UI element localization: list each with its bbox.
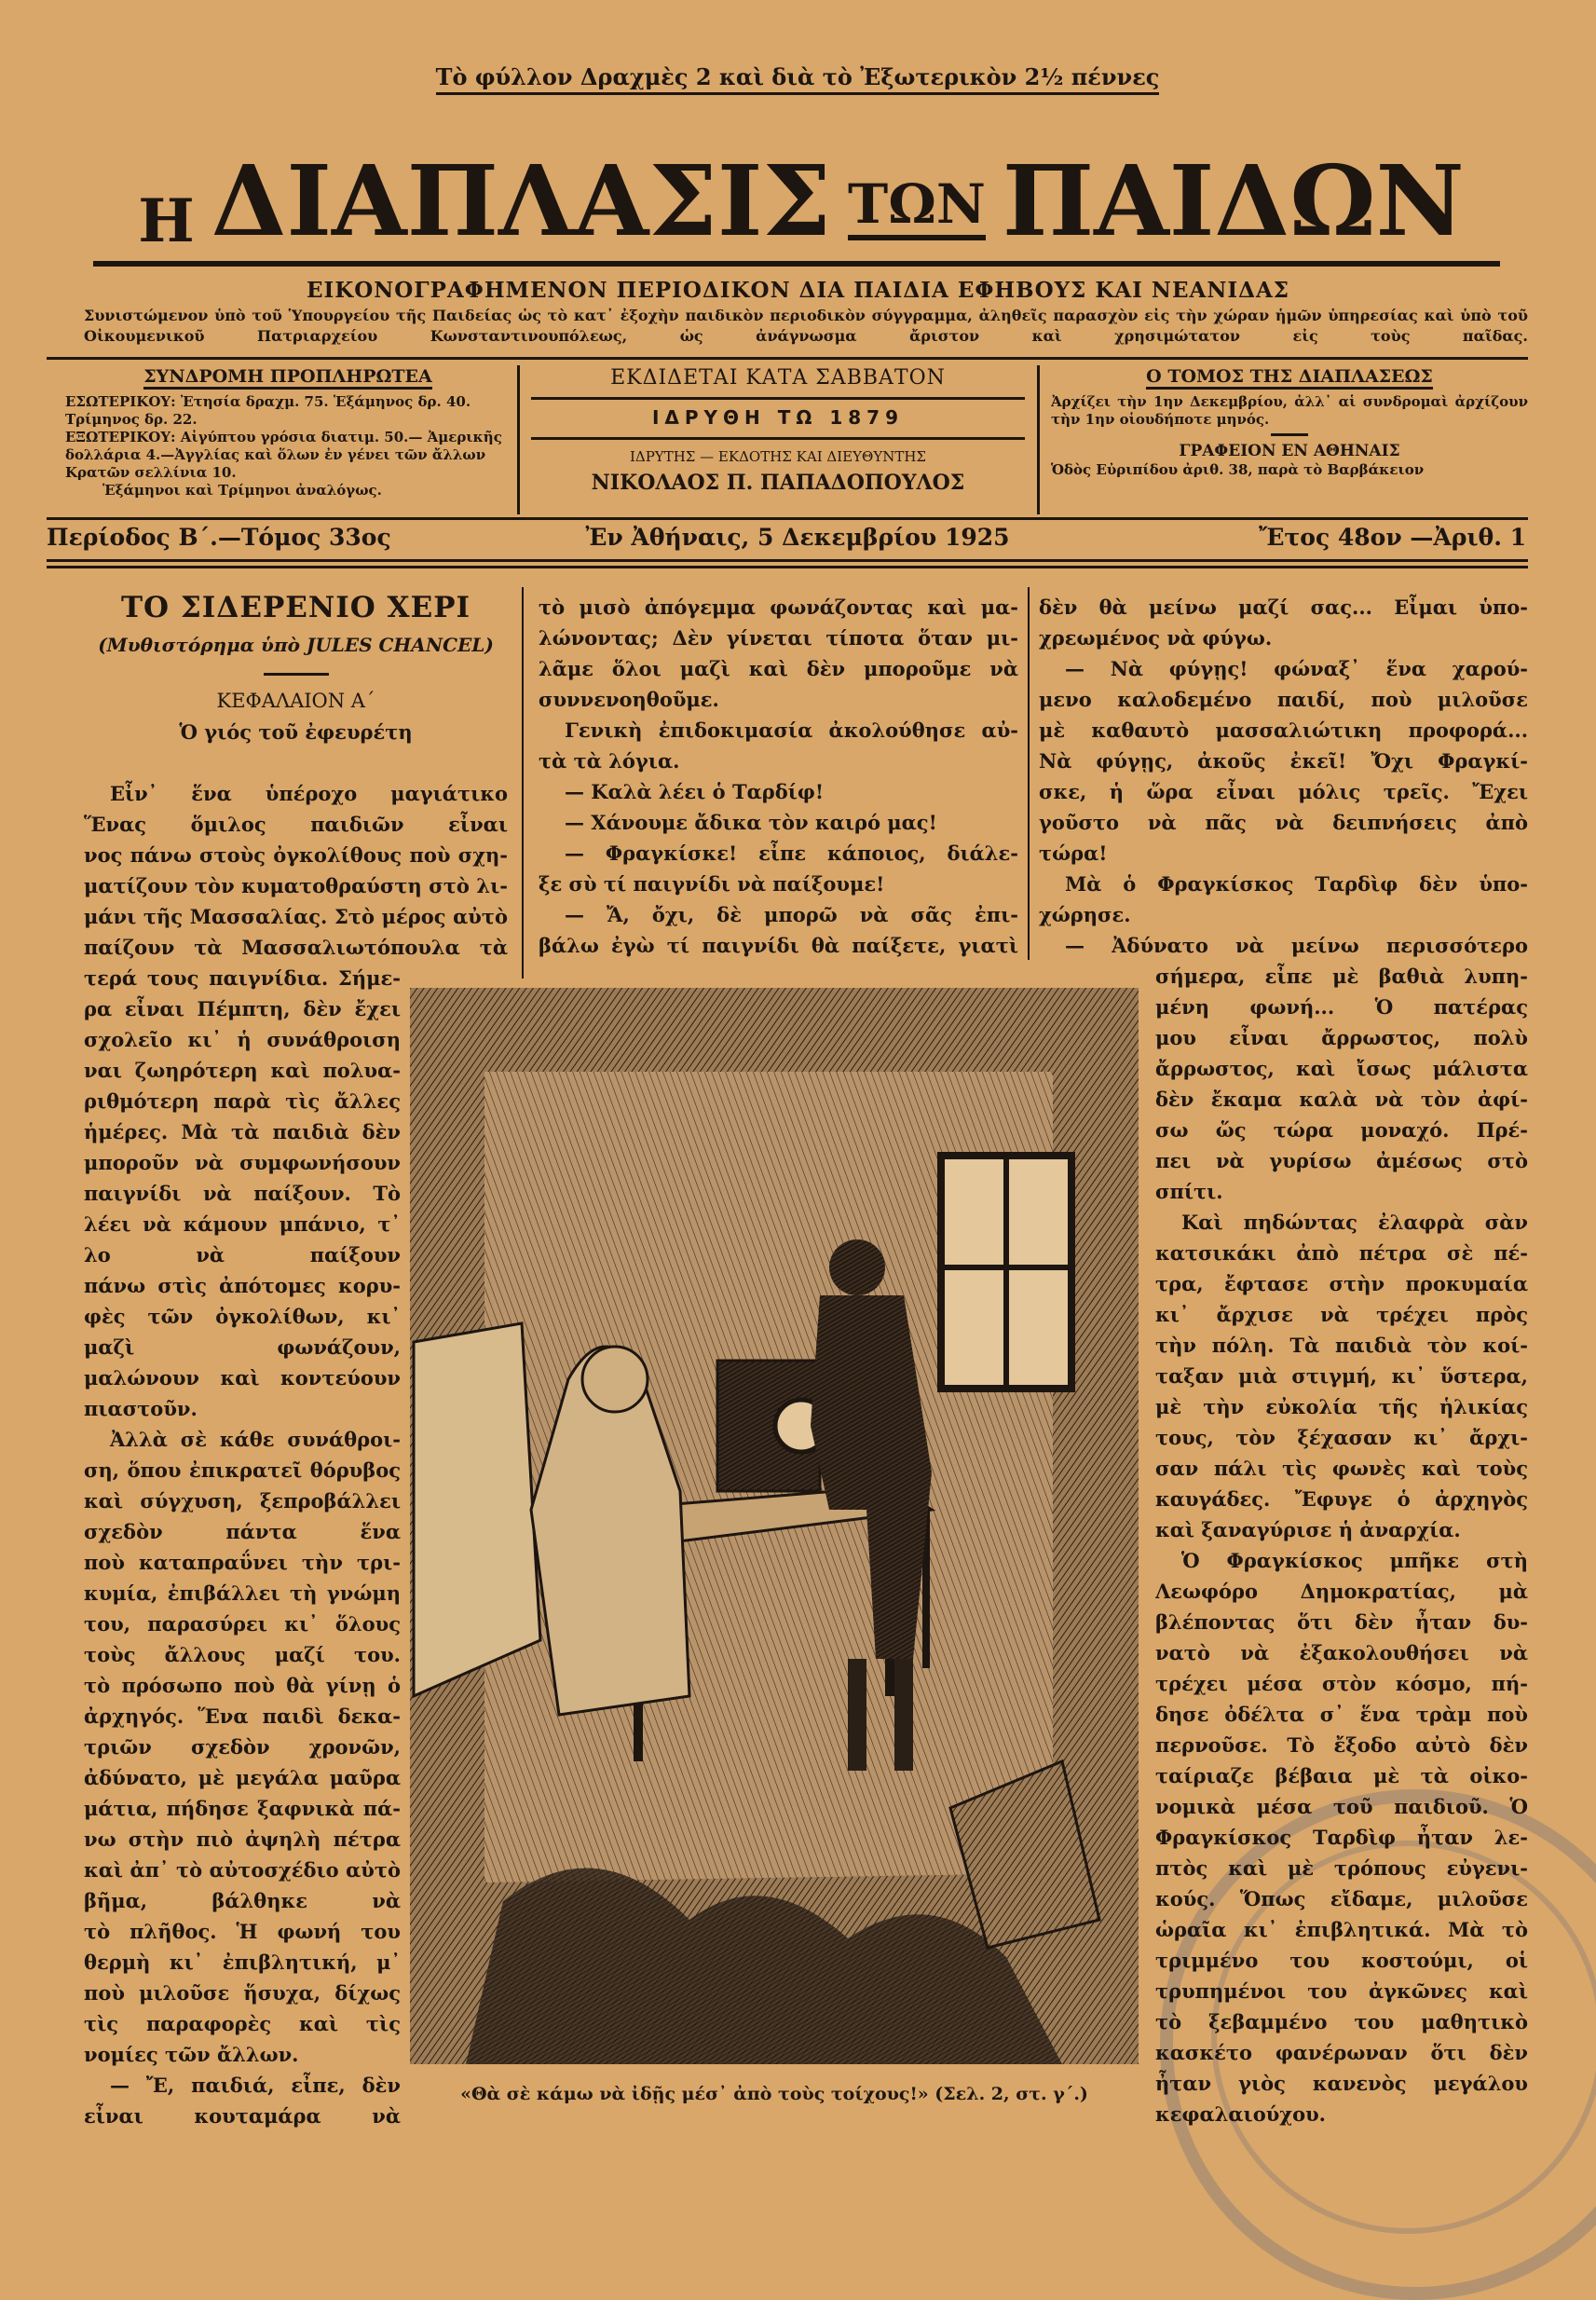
illustration-engraving (410, 988, 1139, 2064)
text-line: ἀρχηγός. Ἕνα παιδὶ δεκα- (84, 1704, 401, 1728)
text-line: παίζουν τὰ Μασσαλιωτόπουλα τὰ (84, 936, 508, 959)
chapter-heading: ΚΕΦΑΛΑΙΟΝ Α΄ (216, 690, 375, 712)
illustration (410, 988, 1139, 2064)
text-line: τριμμένο του κοστούμι, οἱ (1155, 1949, 1528, 1972)
text-line: σχεδὸν πάντα ἕνα (84, 1520, 401, 1543)
column-divider (522, 587, 524, 979)
text-line: νομίες τῶν ἄλλων. (84, 2043, 299, 2066)
office-title: ΓΡΑΦΕΙΟΝ ΕΝ ΑΘΗΝΑΙΣ (1179, 442, 1400, 460)
period-volume: Περίοδος Β΄.—Τόμος 33ος (47, 524, 391, 551)
text-line: ἡμέρες. Μὰ τὰ παιδιὰ δὲν (84, 1120, 401, 1143)
text-line: Νὰ φύγῃς, ἀκοῦς ἐκεῖ! Ὄχι Φραγκί- (1039, 749, 1528, 773)
divider (531, 437, 1025, 440)
text-line: Φραγκίσκος Ταρδὶφ ἦταν λε- (1155, 1826, 1528, 1849)
text-line: μαζὶ φωνάζουν, (84, 1335, 401, 1359)
text-line: ματίζουν τὸν κυματοθραύστη στὸ λι- (84, 874, 508, 897)
text-line: νομικὰ μέσα τοῦ παιδιοῦ. Ὁ (1155, 1795, 1528, 1818)
text-line: συννενοηθοῦμε. (539, 688, 719, 711)
text-line: σχολεῖο κι᾿ ἡ συνάθροιση (84, 1028, 401, 1051)
text-line: ὡραῖα κι᾿ ἐπιβλητικά. Μὰ τὸ (1155, 1918, 1528, 1941)
divider (517, 365, 520, 514)
description: Συνιστώμενον ὑπὸ τοῦ Ὑπουργείου τῆς Παιδείας ὡς τὸ κατ᾿ ἐξοχὴν παιδικὸν περιοδικὸν σύγγραμμα, ἀληθεῖς παρασχὸν εἰς τὴν χώραν ἡμῶν ὑπηρεσίας καὶ ὑπὸ τοῦ Οἰκουμενικοῦ Πατριαρχείου Κωνσταντινουπόλεως, ὡς ἀνάγνωσμα ἄριστον καὶ χρησιμώτατον εἰς τοὺς παῖδας. (84, 307, 1528, 345)
publication-schedule: ΕΚΔΙΔΕΤΑΙ ΚΑΤΑ ΣΑΒΒΑΤΟΝ (610, 366, 946, 390)
masthead-word-diaplasis: ΔΙΑΠΛΑΣΙΣ (211, 144, 832, 258)
text-line: χώρησε. (1039, 903, 1131, 926)
text-line: — Νὰ φύγῃς! φώναξ᾿ ἕνα χαρού- (1065, 657, 1528, 680)
price-line: Τὸ φύλλον Δραχμὲς 2 καὶ διὰ τὸ Ἐξωτερικὸν 2½ πέννες (332, 63, 1263, 90)
text-line: τερά τους παιγνίδια. Σήμε- (84, 966, 401, 990)
text-line: μενο καλοδεμένο παιδί, ποὺ μιλοῦσε (1039, 688, 1528, 711)
text-line: — Ἔ, παιδιά, εἶπε, δὲν (110, 2074, 401, 2097)
masthead-word-paidon: ΠΑΙΔΩΝ (1002, 144, 1465, 258)
text-line: δὲν θὰ μείνω μαζί σας... Εἶμαι ὑπο- (1039, 596, 1528, 619)
text-line: χρεωμένος νὰ φύγω. (1039, 626, 1273, 650)
text-line: Εἶν᾿ ἕνα ὑπέροχο μαγιάτικο (110, 782, 508, 805)
text-line: εἶναι κουταμάρα νὰ (84, 2104, 401, 2128)
article-header (84, 587, 508, 748)
text-line: τρέχει μέσα στὸν κόσμο, πή- (1155, 1672, 1528, 1695)
subscription-box (65, 365, 511, 514)
text-line: ριθμότερη παρὰ τὶς ἄλλες (84, 1089, 401, 1113)
text-line: μαλώνουν καὶ κοντεύουν (84, 1366, 401, 1390)
text-line: σαν πάλι τὶς φωνὲς καὶ τοὺς (1155, 1457, 1528, 1480)
founded-year: ΙΔΡΥΘΗ ΤΩ 1879 (651, 406, 905, 429)
text-line: πει νὰ γυρίσω ἀμέσως στὸ (1155, 1149, 1528, 1172)
text-line: καὶ σύγχυση, ξεπροβάλλει (84, 1489, 401, 1513)
masthead-underline (93, 261, 1500, 267)
text-line: ποὺ καταπραΰνει τὴν τρι- (84, 1551, 401, 1574)
masthead (75, 130, 1528, 270)
text-line: μποροῦν νὰ συμφωνήσουν (84, 1151, 401, 1174)
text-line: Ἀλλὰ σὲ κάθε συνάθροι- (110, 1428, 401, 1451)
text-line: κούς. Ὅπως εἴδαμε, μιλοῦσε (1155, 1887, 1528, 1910)
text-line: κασκέτο φανέρωναν ὅτι δὲν (1155, 2041, 1528, 2064)
text-line: τὴν πόλη. Τὰ παιδιὰ τὸν κοί- (1155, 1334, 1528, 1357)
text-line: Λεωφόρο Δημοκρατίας, μὰ (1155, 1580, 1528, 1603)
text-line: ἄρρωστος, καὶ ἴσως μάλιστα (1155, 1057, 1528, 1080)
text-line: τὸ πλῆθος. Ἡ φωνή του (84, 1920, 401, 1943)
text-line: ση, ὅπου ἐπικρατεῖ θόρυβος (84, 1458, 401, 1482)
text-line: δησε ὀδέλτα σ᾿ ἕνα τρὰμ ποὺ (1155, 1703, 1528, 1726)
subscription-foreign: ΕΞΩΤΕΡΙΚΟΥ: Αἰγύπτου γρόσια διατιμ. 50.— Ἀμερικῆς δολλάρια 4.—Ἀγγλίας καὶ ὅλων ἐν γένει τῶν ἄλλων Κρατῶν σελλίνια 10. (65, 429, 502, 481)
text-line: ταξαν μιὰ στιγμή, κι᾿ ὕστερα, (1155, 1364, 1528, 1388)
text-line: μάτια, πήδησε ξαφνικὰ πά- (84, 1797, 401, 1820)
subtitle: ΕΙΚΟΝΟΓΡΑΦΗΜΕΝΟΝ ΠΕΡΙΟΔΙΚΟΝ ΔΙΑ ΠΑΙΔΙΑ ΕΦΗΒΟΥΣ ΚΑΙ ΝΕΑΝΙΔΑΣ (306, 278, 1290, 303)
text-line: τὸ πρόσωπο ποὺ θὰ γίνῃ ὁ (84, 1674, 401, 1697)
text-line: κεφαλαιούχου. (1155, 2102, 1326, 2126)
chapter-title: Ὁ γιός τοῦ ἐφευρέτη (179, 720, 413, 744)
subscription-note: Ἑξάμηνοι καὶ Τρίμηνοι ἀναλόγως. (102, 482, 382, 499)
text-line: βάλω ἐγὼ τί παιγνίδι θὰ παίξετε, γιατὶ (539, 934, 1018, 957)
text-line: ποὺ μιλοῦσε ἥσυχα, δίχως (84, 1981, 401, 2005)
text-line: μένη φωνή... Ὁ πατέρας (1155, 995, 1528, 1019)
divider (47, 517, 1528, 520)
text-line: λέει νὰ κάμουν μπάνιο, τ᾿ (84, 1212, 401, 1236)
text-line: ταίριαζε βέβαια μὲ τὰ οἰκο- (1155, 1764, 1528, 1787)
founder-name: ΝΙΚΟΛΑΟΣ Π. ΠΑΠΑΔΟΠΟΥΛΟΣ (591, 471, 965, 495)
text-line: — Καλὰ λέει ὁ Ταρδίφ! (565, 780, 825, 803)
volume-text: Ἀρχίζει τὴν 1ην Δεκεμβρίου, ἀλλ᾿ αἱ συνδρομαὶ ἀρχίζουν τὴν 1ην οἱουδήποτε μηνός. (1051, 393, 1528, 428)
text-line: Ἕνας ὅμιλος παιδιῶν εἶναι (84, 813, 508, 836)
text-line: — Χάνουμε ἄδικα τὸν καιρό μας! (565, 811, 937, 834)
text-line: νος πάνω στοὺς ὀγκολίθους ποὺ σχη- (84, 843, 508, 867)
text-line: παιγνίδι νὰ παίξουν. Τὸ (84, 1182, 401, 1205)
text-line: ἀδύνατο, μὲ μεγάλα μαῦρα (84, 1766, 401, 1789)
text-line: μάνι τῆς Μασσαλίας. Στὸ μέρος αὐτὸ (84, 905, 508, 928)
founder-label: ΙΔΡΥΤΗΣ — ΕΚΔΟΤΗΣ ΚΑΙ ΔΙΕΥΘΥΝΤΗΣ (629, 448, 927, 465)
text-line: ξε σὺ τί παιγνίδι νὰ παίξουμε! (539, 872, 885, 896)
text-line: νω στὴν πιὸ ἀψηλὴ πέτρα (84, 1828, 401, 1851)
text-line: λᾶμε ὅλοι μαζὶ καὶ δὲν μποροῦμε νὰ (539, 657, 1018, 680)
text-line: κι᾿ ἄρχισε νὰ τρέχει πρὸς (1155, 1303, 1528, 1326)
masthead-word-ton: ΤΩΝ (848, 173, 986, 240)
illustration-caption: «Θὰ σὲ κάμω νὰ ἰδῇς μέσ᾿ ἀπὸ τοὺς τοίχους!» (Σελ. 2, στ. γ΄.) (460, 2084, 1088, 2104)
publication-box (531, 365, 1025, 514)
column-divider (1028, 587, 1030, 960)
divider (47, 559, 1528, 562)
office-address: Ὁδὸς Εὐριπίδου ἀριθ. 38, παρὰ τὸ Βαρβάκειον (1051, 461, 1425, 478)
text-line: τρυπημένοι του ἀγκῶνες καὶ (1155, 1979, 1528, 2003)
text-line: Μὰ ὁ Φραγκίσκος Ταρδὶφ δὲν ὑπο- (1065, 872, 1528, 896)
issue-number: Ἔτος 48ον —Ἀριθ. 1 (1259, 524, 1526, 551)
text-line: — Ἄ, ὄχι, δὲ μπορῶ νὰ σᾶς ἐπι- (565, 903, 1018, 926)
text-line: ἦταν γιὸς κανενὸς μεγάλου (1155, 2072, 1528, 2095)
text-line: ρα εἶναι Πέμπτη, δὲν ἔχει (84, 997, 401, 1020)
text-line: Ὁ Φραγκίσκος μπῆκε στὴ (1181, 1549, 1528, 1572)
text-line: τρα, ἔφτασε στὴν προκυμαία (1155, 1272, 1528, 1295)
text-line: σκε, ἡ ὥρα εἶναι μόλις τρεῖς. Ἔχει (1039, 780, 1528, 803)
divider (264, 673, 329, 676)
masthead-article: Η (138, 186, 195, 256)
text-line: μὲ τὴν εὐκολία τῆς ἡλικίας (1155, 1395, 1528, 1418)
text-line: τώρα! (1039, 842, 1108, 865)
text-line: δὲν ἔκαμα καλὰ νὰ τὸν ἀφί- (1155, 1088, 1528, 1111)
divider (47, 566, 1528, 568)
divider (531, 397, 1025, 400)
text-line: βλέποντας ὅτι δὲν ἦταν δυ- (1155, 1610, 1528, 1634)
text-line: μου εἶναι ἄρρωστος, πολὺ (1155, 1026, 1528, 1049)
text-line: σω ὥς τώρα μοναχό. Πρέ- (1155, 1118, 1528, 1142)
text-line: τὰ τὰ λόγια. (539, 749, 680, 773)
text-line: περνοῦσε. Τὸ ἔξοδο αὐτὸ δὲν (1155, 1733, 1528, 1757)
text-line: σήμερα, εἶπε μὲ βαθιὰ λυπη- (1155, 965, 1528, 988)
text-line: βῆμα, βάλθηκε νὰ (84, 1889, 401, 1912)
text-line: φὲς τῶν ὀγκολίθων, κι᾿ (84, 1305, 401, 1328)
text-line: θερμὴ κι᾿ ἐπιβλητική, μ᾿ (84, 1951, 401, 1974)
text-line: γοῦστο νὰ πᾶς νὰ δειπνήσεις ἀπὸ (1039, 811, 1528, 834)
text-line: λώνοντας; Δὲν γίνεται τίποτα ὅταν μι- (539, 626, 1018, 650)
article-byline: (Μυθιστόρημα ὑπὸ JULES CHANCEL) (98, 634, 494, 656)
text-line: πιαστοῦν. (84, 1397, 198, 1420)
subscription-domestic: ΕΣΩΤΕΡΙΚΟΥ: Ἐτησία δραχμ. 75. Ἑξάμηνος δρ. 40. Τρίμηνος δρ. 22. (65, 393, 471, 428)
text-line: τοὺς ἄλλους μαζί του. (84, 1643, 401, 1666)
text-line: καὶ ξαναγύρισε ἡ ἀναρχία. (1155, 1518, 1461, 1541)
text-line: κατσικάκι ἀπὸ πέτρα σὲ πέ- (1155, 1241, 1528, 1265)
text-line: τους, τὸν ξέχασαν κι᾿ ἄρχι- (1155, 1426, 1528, 1449)
text-line: τὶς παραφορὲς καὶ τὶς (84, 2012, 401, 2035)
text-line: καυγάδες. Ἔφυγε ὁ ἀρχηγὸς (1155, 1487, 1528, 1511)
divider (47, 357, 1528, 360)
text-line: — Φραγκίσκε! εἶπε κάποιος, διάλε- (565, 842, 1018, 865)
text-line: τὸ ξεβαμμένο του μαθητικὸ (1155, 2010, 1528, 2033)
text-line: Καὶ πηδώντας ἐλαφρὰ σὰν (1181, 1211, 1528, 1234)
volume-title: Ο ΤΟΜΟΣ ΤΗΣ ΔΙΑΠΛΑΣΕΩΣ (1146, 366, 1433, 390)
text-line: μὲ καθαυτὸ μασσαλιώτικη προφορά... (1039, 719, 1528, 742)
text-line: σπίτι. (1155, 1180, 1223, 1203)
text-line: — Ἀδύνατο νὰ μείνω περισσότερο (1065, 934, 1528, 957)
text-line: ναι ζωηρότερη καὶ πολυα- (84, 1059, 401, 1082)
text-line: τὸ μισὸ ἀπόγεμμα φωνάζοντας καὶ μα- (539, 596, 1018, 619)
text-line: καὶ ἀπ᾿ τὸ αὐτοσχέδιο αὐτὸ (84, 1858, 401, 1882)
subscription-title: ΣΥΝΔΡΟΜΗ ΠΡΟΠΛΗΡΩΤΕΑ (143, 366, 432, 390)
volume-box (1051, 365, 1528, 514)
text-line: πτὸς καὶ μὲ τρόπους εὐγενι- (1155, 1856, 1528, 1880)
text-column-2 (539, 592, 1018, 961)
text-line: νατὸ νὰ ἐξακολουθήσει νὰ (1155, 1641, 1528, 1664)
text-line: λο νὰ παίξουν (84, 1243, 401, 1266)
article-title: ΤΟ ΣΙΔΕΡΕΝΙΟ ΧΕΡΙ (120, 591, 471, 624)
text-line: κυμία, ἐπιβάλλει τὴ γνώμη (84, 1581, 401, 1605)
text-line: του, παρασύρει κι᾿ ὅλους (84, 1612, 401, 1636)
divider (1037, 365, 1040, 514)
text-line: πάνω στὶς ἀπότομες κορυ- (84, 1274, 401, 1297)
text-line: Γενικὴ ἐπιδοκιμασία ἀκολούθησε αὐ- (565, 719, 1018, 742)
issue-date: Ἐν Ἀθήναις, 5 Δεκεμβρίου 1925 (585, 524, 1010, 551)
text-line: τριῶν σχεδὸν χρονῶν, (84, 1735, 401, 1759)
